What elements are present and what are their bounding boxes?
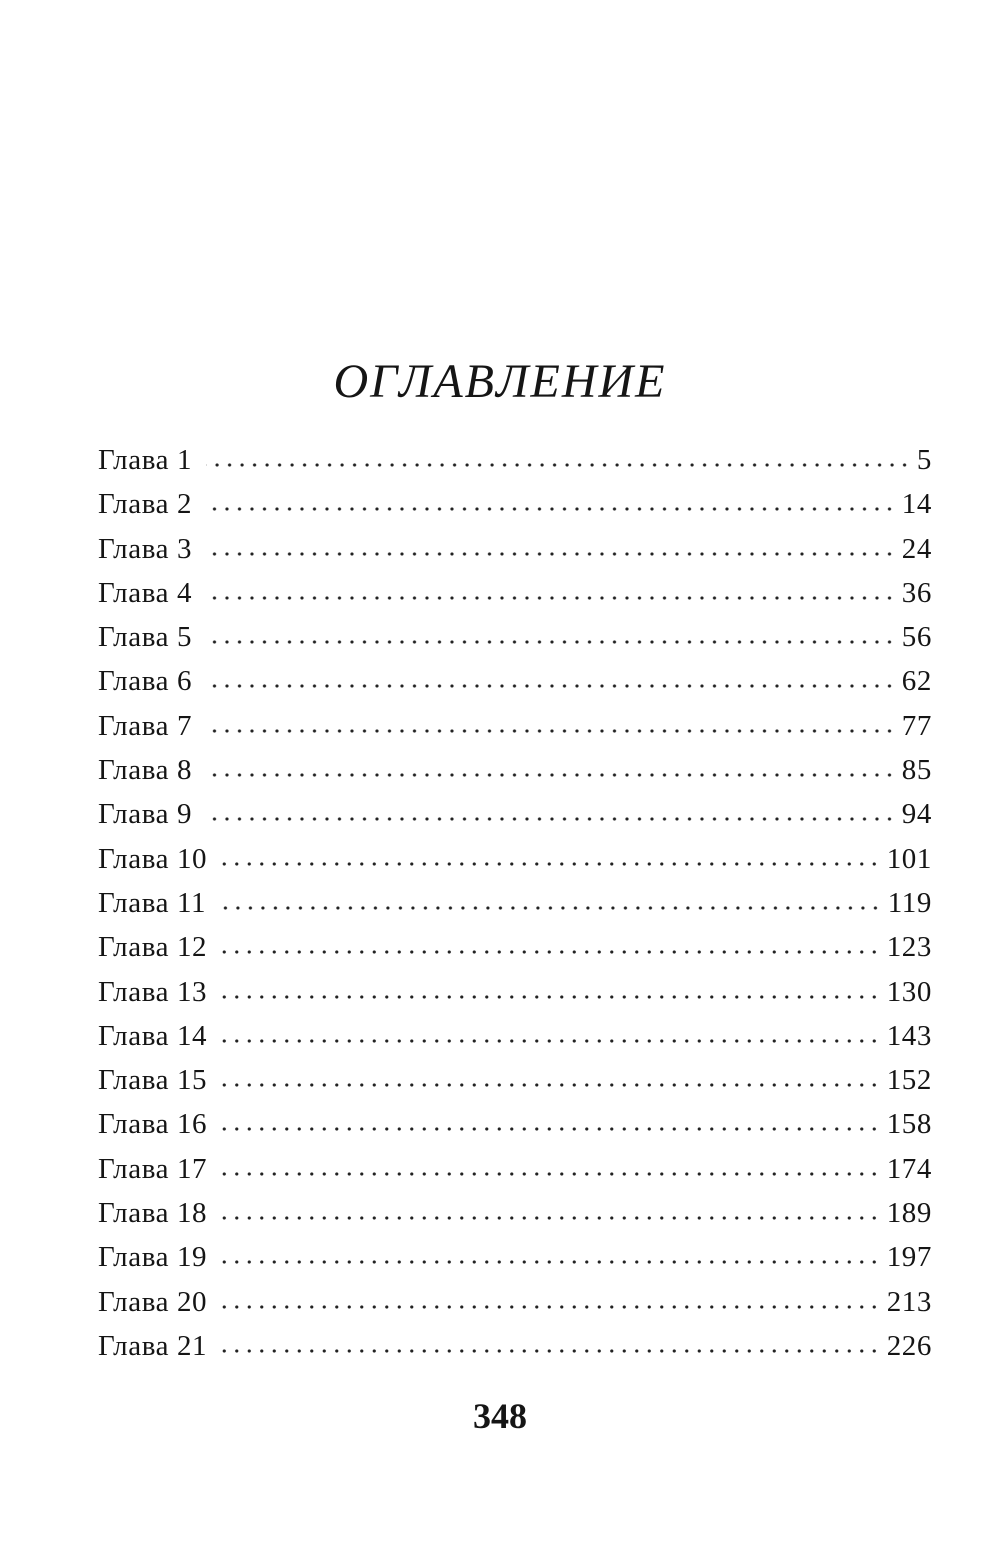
toc-entry-page: 5 (916, 444, 932, 476)
toc-title: ОГЛАВЛЕНИЕ (333, 355, 667, 408)
toc-entry (98, 615, 932, 659)
dot-leader (206, 727, 896, 735)
dot-leader (206, 638, 896, 646)
toc-entry (98, 438, 932, 482)
toc-entry-label: Глава 16 (98, 1108, 208, 1141)
toc-entry (98, 571, 932, 615)
dot-leader (221, 993, 881, 1001)
dot-leader (221, 1347, 881, 1355)
dot-leader (221, 1303, 881, 1311)
toc-entry-label: Глава 1 (98, 444, 193, 476)
toc-entry (98, 527, 932, 571)
toc-entry-page: 77 (901, 709, 932, 742)
toc-entry-page: 213 (886, 1285, 932, 1318)
toc-entry-label: Глава 2 (98, 488, 193, 521)
toc-entry-page: 101 (886, 842, 932, 875)
toc-entry-label: Глава 13 (98, 975, 208, 1008)
toc-entry-label: Глава 3 (98, 532, 193, 565)
toc-entry (98, 1058, 932, 1102)
dot-leader (206, 550, 896, 558)
dot-leader (221, 948, 881, 956)
toc-entry (98, 881, 932, 925)
dot-leader (221, 860, 881, 868)
toc-entry-label: Глава 18 (98, 1197, 208, 1230)
dot-leader (206, 815, 896, 823)
dot-leader (206, 771, 896, 779)
toc-entry (98, 1147, 932, 1191)
dot-leader (221, 1170, 881, 1178)
dot-leader (221, 1214, 881, 1222)
toc-entry (98, 1324, 932, 1368)
toc-entry-page: 85 (901, 754, 932, 787)
toc-entry (98, 1014, 932, 1058)
toc-entry-label: Глава 8 (98, 754, 193, 787)
toc-entry-page: 174 (886, 1152, 932, 1185)
toc-entry (98, 659, 932, 703)
toc-entry-label: Глава 10 (98, 842, 208, 875)
toc-entry (98, 1235, 932, 1279)
dot-leader (221, 1037, 881, 1045)
toc-entry (98, 1280, 932, 1324)
toc-entry-label: Глава 9 (98, 798, 193, 831)
toc-entry-label: Глава 19 (98, 1241, 208, 1274)
toc-entry-label: Глава 15 (98, 1064, 208, 1097)
toc-entry-page: 152 (886, 1064, 932, 1097)
dot-leader (220, 904, 882, 912)
toc-entry-page: 94 (901, 798, 932, 831)
toc-entry (98, 837, 932, 881)
toc-entry-label: Глава 11 (98, 886, 207, 919)
toc-entry (98, 704, 932, 748)
dot-leader (221, 1125, 881, 1133)
toc-entry-page: 130 (886, 975, 932, 1008)
toc-list (98, 438, 932, 1368)
toc-entry-label: Глава 4 (98, 576, 193, 609)
dot-leader (221, 1081, 881, 1089)
toc-entry-label: Глава 17 (98, 1152, 208, 1185)
dot-leader (206, 461, 911, 469)
dot-leader (206, 682, 896, 690)
toc-entry-page: 56 (901, 621, 932, 654)
dot-leader (221, 1258, 881, 1266)
toc-entry-page: 123 (886, 931, 932, 964)
toc-entry-label: Глава 14 (98, 1019, 208, 1052)
toc-entry-label: Глава 12 (98, 931, 208, 964)
toc-entry (98, 1191, 932, 1235)
toc-entry-label: Глава 6 (98, 665, 193, 698)
toc-entry-page: 189 (886, 1197, 932, 1230)
toc-entry-label: Глава 5 (98, 621, 193, 654)
toc-entry (98, 482, 932, 526)
toc-entry-page: 62 (901, 665, 932, 698)
dot-leader (206, 594, 896, 602)
toc-entry (98, 748, 932, 792)
toc-entry-page: 226 (886, 1329, 932, 1362)
toc-entry-page: 14 (901, 488, 932, 521)
toc-entry-page: 143 (886, 1019, 932, 1052)
toc-entry-page: 24 (901, 532, 932, 565)
dot-leader (206, 505, 896, 513)
toc-entry-page: 119 (887, 886, 932, 919)
toc-entry (98, 925, 932, 969)
toc-entry-label: Глава 20 (98, 1285, 208, 1318)
toc-entry (98, 970, 932, 1014)
toc-entry-label: Глава 21 (98, 1329, 208, 1362)
toc-entry-page: 158 (886, 1108, 932, 1141)
toc-entry (98, 1102, 932, 1146)
page-number: 348 (473, 1396, 527, 1436)
toc-entry-label: Глава 7 (98, 709, 193, 742)
toc-entry-page: 36 (901, 576, 932, 609)
toc-entry (98, 792, 932, 836)
toc-entry-page: 197 (886, 1241, 932, 1274)
